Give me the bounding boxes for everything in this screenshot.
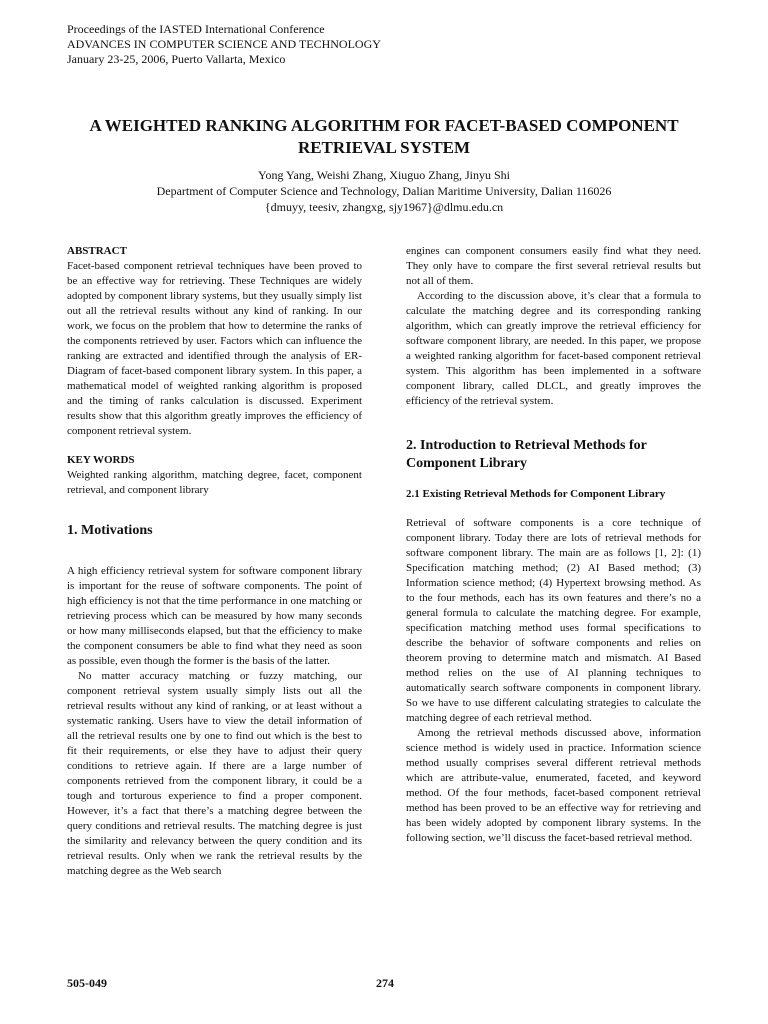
section-1-heading: 1. Motivations	[67, 523, 153, 538]
section-2-heading: 2. Introduction to Retrieval Methods for Component Library	[406, 438, 647, 471]
paper-id: 505-049	[67, 976, 107, 990]
section-2-paragraph-2: Among the retrieval methods discussed above, information science method is widely used in practice. Information science method usually comprises several different retrieval methods which are attribute-value, enumerated, faceted, and keyword method. Of the four methods, facet-based component retrieval method has been proved to be an effective way for retrieving and has been widely adopted by component library systems. In the following section, we’ll discuss the facet-based retrieval method.	[406, 727, 701, 844]
author-block	[40, 167, 728, 215]
section-1-paragraph-3: According to the discussion above, it’s clear that a formula to calculate the matching degree and its corresponding ranking algorithm, which can greatly improve the retrieval efficiency for software component library, are needed. In this paper, we propose a weighted ranking algorithm for facet-based component retrieval system. This algorithm has been implemented in a software component library, called DLCL, and greatly improves the efficiency of the retrieval system.	[406, 290, 701, 407]
section-1-paragraph-1: A high efficiency retrieval system for software component library is important for the reuse of software components. The point of high efficiency is not that the time performance in one matching or retrieving process which can be measured by how many seconds or how many milliseconds elapsed, but that the efficiency to make the component consumers be able to find what they need as soon as possible, even though the former is the basis of the latter.	[67, 565, 362, 667]
title-line-1: A WEIGHTED RANKING ALGORITHM FOR FACET-BASED COMPONENT	[89, 116, 679, 135]
abstract-heading: ABSTRACT	[67, 245, 127, 257]
keywords-heading: KEY WORDS	[67, 454, 135, 466]
left-column	[67, 244, 362, 879]
section-1-paragraph-2: No matter accuracy matching or fuzzy matching, our component retrieval system usually simply lists out all the retrieval results without any kind of ranking, or at least without a systematic ranking. Users have to view the detail information of all the retrieval results one by one to find out which is the best to fit their requirements, or else they have to adjust their query conditions to retrieve again. If there are a large number of components retrieved from the component library, it could be a tough and torturous experience to find a proper component. However, it’s a fact that there’s a matching degree between the query conditions and retrieval results. The matching degree is just the similarity and relevancy between the query condition and its retrieval results. Only when we rank the retrieval results by the matching degree as the Web search	[67, 670, 362, 877]
section-1-paragraph-continued: engines can component consumers easily find what they need. They only have to compare the first several retrieval results but not all of them.	[406, 245, 701, 287]
keywords-text: Weighted ranking algorithm, matching degree, facet, component retrieval, and component library	[67, 469, 362, 496]
title-line-2: RETRIEVAL SYSTEM	[297, 138, 471, 157]
subsection-2-1-heading: 2.1 Existing Retrieval Methods for Component Library	[406, 488, 666, 500]
conference-header	[67, 22, 381, 67]
author-affiliation: Department of Computer Science and Technology, Dalian Maritime University, Dalian 116026	[156, 184, 612, 198]
author-emails: {dmuyy, teesiv, zhangxg, sjy1967}@dlmu.edu.cn	[264, 200, 504, 214]
proceedings-line: Proceedings of the IASTED International Conference	[67, 22, 325, 36]
page-number: 274	[376, 976, 394, 990]
right-column	[406, 244, 701, 846]
paper-title	[40, 115, 728, 159]
conference-date-location: January 23-25, 2006, Puerto Vallarta, Mexico	[67, 52, 286, 66]
abstract-text: Facet-based component retrieval techniques have been proved to be an effective way for retrieving. These Techniques are widely adopted by component library systems, but they usually simply list out all the retrieval results without any kind of ranking. In our work, we focus on the problem that how to determine the ranks of the components retrieved by user. Factors which can influence the ranking are extracted and identified through the analysis of ER-Diagram of facet-based component library system. In this paper, a mathematical model of weighted ranking algorithm is proposed and the timing of ranks calculation is discussed. Experiment results show that this algorithm greatly improves the efficiency of component retrieval system.	[67, 260, 362, 437]
conference-name: ADVANCES IN COMPUTER SCIENCE AND TECHNOLOGY	[67, 37, 381, 51]
author-names: Yong Yang, Weishi Zhang, Xiuguo Zhang, Jinyu Shi	[258, 168, 510, 182]
section-2-paragraph-1: Retrieval of software components is a core technique of component library. Today there are lots of retrieval methods for software component library. The main are as follows [1, 2]: (1) Specification matching method; (2) AI Based method; (3) Information science method; (4) Hypertext browsing method. As to the four methods, each has its own features and there’s no a general formula to calculate the matching degree. For example, specification matching method uses formal specifications to describe the behavior of software components and relies on theorem proving to determine match and mismatch. AI Based method relies on the use of AI planning techniques to automatically search software components in component library. So we have to use different calculating strategies to calculate the matching degree of each retrieval method.	[406, 517, 701, 724]
